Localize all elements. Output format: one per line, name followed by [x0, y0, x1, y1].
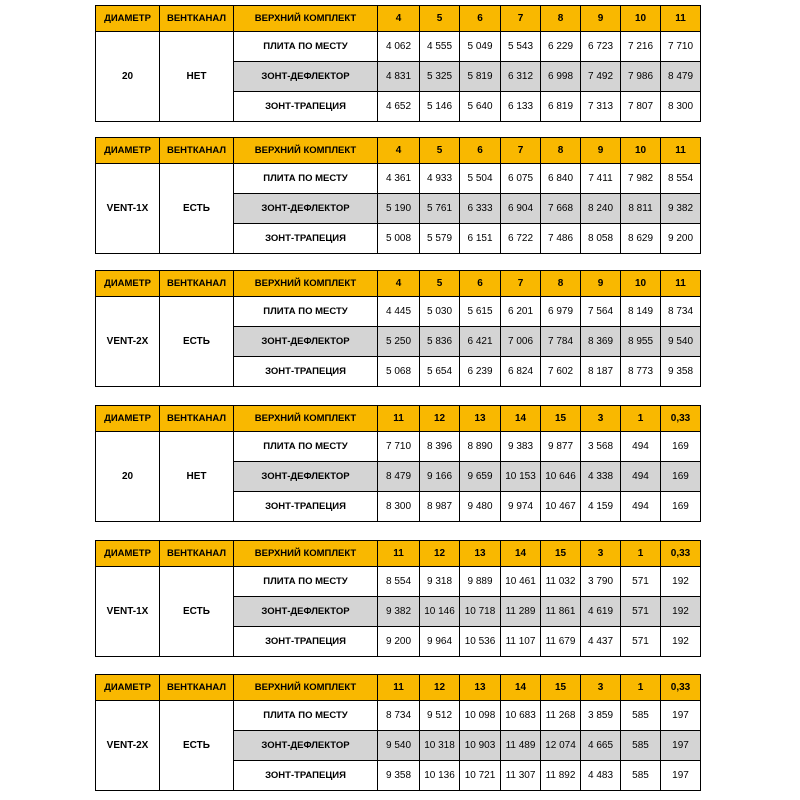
price-cell: 571 — [621, 627, 661, 657]
price-cell: 4 652 — [378, 92, 420, 122]
header-height: 11 — [378, 406, 420, 432]
price-cell: 5 640 — [460, 92, 501, 122]
price-cell: 197 — [661, 731, 701, 761]
price-cell: 192 — [661, 627, 701, 657]
header-height: 6 — [460, 138, 501, 164]
header-height: 14 — [501, 675, 541, 701]
header-ventkanal: ВЕНТКАНАЛ — [160, 406, 234, 432]
top-kit-cell: ЗОНТ-ДЕФЛЕКТОР — [234, 327, 378, 357]
price-cell: 8 369 — [581, 327, 621, 357]
price-cell: 4 437 — [581, 627, 621, 657]
price-cell: 11 892 — [541, 761, 581, 791]
price-cell: 11 489 — [501, 731, 541, 761]
header-height: 1 — [621, 675, 661, 701]
top-kit-cell: ЗОНТ-ТРАПЕЦИЯ — [234, 627, 378, 657]
diameter-cell: 20 — [96, 32, 160, 122]
price-cell: 10 461 — [501, 567, 541, 597]
header-height: 15 — [541, 675, 581, 701]
header-ventkanal: ВЕНТКАНАЛ — [160, 541, 234, 567]
price-cell: 7 313 — [581, 92, 621, 122]
price-cell: 494 — [621, 432, 661, 462]
price-cell: 494 — [621, 492, 661, 522]
price-cell: 6 239 — [460, 357, 501, 387]
price-table — [95, 270, 701, 387]
header-height: 1 — [621, 541, 661, 567]
price-cell: 8 629 — [621, 224, 661, 254]
header-height: 10 — [621, 138, 661, 164]
price-cell: 3 568 — [581, 432, 621, 462]
price-cell: 10 646 — [541, 462, 581, 492]
price-cell: 11 861 — [541, 597, 581, 627]
price-cell: 10 683 — [501, 701, 541, 731]
price-cell: 11 107 — [501, 627, 541, 657]
price-cell: 11 268 — [541, 701, 581, 731]
table-row — [96, 297, 701, 327]
price-cell: 4 483 — [581, 761, 621, 791]
price-cell: 585 — [621, 701, 661, 731]
price-cell: 9 480 — [460, 492, 501, 522]
price-cell: 9 540 — [378, 731, 420, 761]
price-cell: 192 — [661, 567, 701, 597]
header-ventkanal: ВЕНТКАНАЛ — [160, 138, 234, 164]
price-cell: 8 734 — [661, 297, 701, 327]
price-cell: 6 840 — [541, 164, 581, 194]
price-cell: 8 479 — [378, 462, 420, 492]
price-cell: 8 396 — [420, 432, 460, 462]
price-cell: 7 006 — [501, 327, 541, 357]
header-height: 12 — [420, 406, 460, 432]
top-kit-cell: ПЛИТА ПО МЕСТУ — [234, 432, 378, 462]
price-cell: 9 889 — [460, 567, 501, 597]
price-cell: 4 831 — [378, 62, 420, 92]
header-height: 6 — [460, 6, 501, 32]
header-top-kit: ВЕРХНИЙ КОМПЛЕКТ — [234, 271, 378, 297]
price-cell: 9 200 — [661, 224, 701, 254]
header-height: 12 — [420, 541, 460, 567]
price-cell: 5 654 — [420, 357, 460, 387]
price-cell: 8 479 — [661, 62, 701, 92]
price-cell: 11 032 — [541, 567, 581, 597]
price-cell: 9 383 — [501, 432, 541, 462]
header-height: 0,33 — [661, 675, 701, 701]
header-top-kit: ВЕРХНИЙ КОМПЛЕКТ — [234, 6, 378, 32]
price-cell: 10 721 — [460, 761, 501, 791]
top-kit-cell: ЗОНТ-ТРАПЕЦИЯ — [234, 761, 378, 791]
header-height: 5 — [420, 6, 460, 32]
price-cell: 9 659 — [460, 462, 501, 492]
header-height: 0,33 — [661, 406, 701, 432]
price-cell: 4 445 — [378, 297, 420, 327]
top-kit-cell: ЗОНТ-ТРАПЕЦИЯ — [234, 224, 378, 254]
price-cell: 7 564 — [581, 297, 621, 327]
price-cell: 9 358 — [661, 357, 701, 387]
header-diameter: ДИАМЕТР — [96, 541, 160, 567]
price-cell: 7 486 — [541, 224, 581, 254]
header-height: 6 — [460, 271, 501, 297]
price-table — [95, 540, 701, 657]
price-cell: 5 579 — [420, 224, 460, 254]
price-cell: 8 300 — [378, 492, 420, 522]
top-kit-cell: ПЛИТА ПО МЕСТУ — [234, 297, 378, 327]
price-cell: 6 333 — [460, 194, 501, 224]
price-cell: 6 312 — [501, 62, 541, 92]
price-cell: 12 074 — [541, 731, 581, 761]
table-header-row — [96, 675, 701, 701]
price-cell: 10 467 — [541, 492, 581, 522]
price-cell: 4 555 — [420, 32, 460, 62]
header-ventkanal: ВЕНТКАНАЛ — [160, 271, 234, 297]
header-height: 3 — [581, 406, 621, 432]
price-cell: 4 159 — [581, 492, 621, 522]
header-height: 1 — [621, 406, 661, 432]
price-cell: 3 859 — [581, 701, 621, 731]
price-cell: 8 187 — [581, 357, 621, 387]
header-height: 13 — [460, 675, 501, 701]
price-cell: 8 554 — [661, 164, 701, 194]
header-ventkanal: ВЕНТКАНАЛ — [160, 675, 234, 701]
price-cell: 6 979 — [541, 297, 581, 327]
header-height: 3 — [581, 675, 621, 701]
table-header-row — [96, 271, 701, 297]
ventkanal-cell: НЕТ — [160, 32, 234, 122]
price-cell: 9 964 — [420, 627, 460, 657]
diameter-cell: VENT-1X — [96, 164, 160, 254]
price-cell: 5 250 — [378, 327, 420, 357]
header-height: 7 — [501, 6, 541, 32]
price-cell: 4 665 — [581, 731, 621, 761]
price-cell: 10 153 — [501, 462, 541, 492]
price-cell: 3 790 — [581, 567, 621, 597]
price-table — [95, 137, 701, 254]
price-cell: 5 761 — [420, 194, 460, 224]
price-cell: 7 668 — [541, 194, 581, 224]
price-cell: 169 — [661, 432, 701, 462]
price-cell: 8 058 — [581, 224, 621, 254]
price-cell: 9 512 — [420, 701, 460, 731]
table-header-row — [96, 138, 701, 164]
header-height: 11 — [378, 675, 420, 701]
header-diameter: ДИАМЕТР — [96, 271, 160, 297]
table-row — [96, 32, 701, 62]
price-cell: 7 807 — [621, 92, 661, 122]
header-height: 11 — [378, 541, 420, 567]
header-top-kit: ВЕРХНИЙ КОМПЛЕКТ — [234, 138, 378, 164]
price-cell: 6 824 — [501, 357, 541, 387]
header-top-kit: ВЕРХНИЙ КОМПЛЕКТ — [234, 406, 378, 432]
price-cell: 6 722 — [501, 224, 541, 254]
header-height: 13 — [460, 541, 501, 567]
price-cell: 6 819 — [541, 92, 581, 122]
header-height: 13 — [460, 406, 501, 432]
header-height: 15 — [541, 406, 581, 432]
price-cell: 5 615 — [460, 297, 501, 327]
price-cell: 8 554 — [378, 567, 420, 597]
price-cell: 8 773 — [621, 357, 661, 387]
price-cell: 9 540 — [661, 327, 701, 357]
price-cell: 7 602 — [541, 357, 581, 387]
header-height: 11 — [661, 6, 701, 32]
price-cell: 9 974 — [501, 492, 541, 522]
header-diameter: ДИАМЕТР — [96, 675, 160, 701]
price-cell: 4 062 — [378, 32, 420, 62]
price-cell: 5 008 — [378, 224, 420, 254]
price-cell: 6 075 — [501, 164, 541, 194]
price-cell: 585 — [621, 761, 661, 791]
top-kit-cell: ЗОНТ-ДЕФЛЕКТОР — [234, 731, 378, 761]
price-cell: 169 — [661, 462, 701, 492]
table-header-row — [96, 406, 701, 432]
price-cell: 5 190 — [378, 194, 420, 224]
price-cell: 197 — [661, 701, 701, 731]
price-cell: 10 146 — [420, 597, 460, 627]
price-cell: 4 361 — [378, 164, 420, 194]
top-kit-cell: ПЛИТА ПО МЕСТУ — [234, 567, 378, 597]
price-cell: 4 338 — [581, 462, 621, 492]
price-cell: 10 903 — [460, 731, 501, 761]
price-cell: 11 289 — [501, 597, 541, 627]
header-height: 9 — [581, 138, 621, 164]
header-height: 4 — [378, 138, 420, 164]
price-cell: 6 201 — [501, 297, 541, 327]
price-cell: 5 068 — [378, 357, 420, 387]
header-height: 9 — [581, 271, 621, 297]
header-height: 8 — [541, 271, 581, 297]
ventkanal-cell: ЕСТЬ — [160, 701, 234, 791]
table-header-row — [96, 541, 701, 567]
header-height: 11 — [661, 271, 701, 297]
price-cell: 5 030 — [420, 297, 460, 327]
price-cell: 4 933 — [420, 164, 460, 194]
price-cell: 8 890 — [460, 432, 501, 462]
header-height: 5 — [420, 271, 460, 297]
price-cell: 192 — [661, 597, 701, 627]
price-cell: 5 049 — [460, 32, 501, 62]
price-cell: 9 166 — [420, 462, 460, 492]
header-height: 3 — [581, 541, 621, 567]
price-cell: 8 734 — [378, 701, 420, 731]
price-cell: 7 710 — [378, 432, 420, 462]
price-cell: 10 536 — [460, 627, 501, 657]
price-cell: 9 382 — [661, 194, 701, 224]
top-kit-cell: ЗОНТ-ДЕФЛЕКТОР — [234, 62, 378, 92]
price-cell: 7 982 — [621, 164, 661, 194]
header-height: 4 — [378, 6, 420, 32]
header-height: 7 — [501, 138, 541, 164]
table-row — [96, 701, 701, 731]
price-cell: 8 240 — [581, 194, 621, 224]
price-cell: 7 411 — [581, 164, 621, 194]
header-height: 8 — [541, 6, 581, 32]
top-kit-cell: ПЛИТА ПО МЕСТУ — [234, 164, 378, 194]
price-cell: 494 — [621, 462, 661, 492]
diameter-cell: 20 — [96, 432, 160, 522]
ventkanal-cell: ЕСТЬ — [160, 567, 234, 657]
price-cell: 11 679 — [541, 627, 581, 657]
header-height: 5 — [420, 138, 460, 164]
header-height: 12 — [420, 675, 460, 701]
header-diameter: ДИАМЕТР — [96, 6, 160, 32]
price-cell: 6 998 — [541, 62, 581, 92]
price-cell: 197 — [661, 761, 701, 791]
price-cell: 11 307 — [501, 761, 541, 791]
ventkanal-cell: ЕСТЬ — [160, 164, 234, 254]
price-cell: 9 382 — [378, 597, 420, 627]
price-cell: 571 — [621, 597, 661, 627]
diameter-cell: VENT-2X — [96, 297, 160, 387]
header-height: 11 — [661, 138, 701, 164]
header-height: 4 — [378, 271, 420, 297]
price-cell: 6 421 — [460, 327, 501, 357]
price-cell: 10 318 — [420, 731, 460, 761]
price-cell: 6 133 — [501, 92, 541, 122]
diameter-cell: VENT-1X — [96, 567, 160, 657]
top-kit-cell: ЗОНТ-ТРАПЕЦИЯ — [234, 357, 378, 387]
price-cell: 8 987 — [420, 492, 460, 522]
header-height: 0,33 — [661, 541, 701, 567]
header-top-kit: ВЕРХНИЙ КОМПЛЕКТ — [234, 541, 378, 567]
price-cell: 169 — [661, 492, 701, 522]
diameter-cell: VENT-2X — [96, 701, 160, 791]
price-cell: 10 136 — [420, 761, 460, 791]
price-cell: 571 — [621, 567, 661, 597]
price-cell: 7 986 — [621, 62, 661, 92]
header-height: 15 — [541, 541, 581, 567]
top-kit-cell: ЗОНТ-ТРАПЕЦИЯ — [234, 92, 378, 122]
price-cell: 5 325 — [420, 62, 460, 92]
price-cell: 5 146 — [420, 92, 460, 122]
price-cell: 585 — [621, 731, 661, 761]
price-cell: 10 098 — [460, 701, 501, 731]
top-kit-cell: ЗОНТ-ДЕФЛЕКТОР — [234, 462, 378, 492]
price-cell: 9 318 — [420, 567, 460, 597]
price-table — [95, 674, 701, 791]
price-table — [95, 405, 701, 522]
header-height: 10 — [621, 6, 661, 32]
price-cell: 7 784 — [541, 327, 581, 357]
price-cell: 6 904 — [501, 194, 541, 224]
top-kit-cell: ЗОНТ-ТРАПЕЦИЯ — [234, 492, 378, 522]
price-cell: 10 718 — [460, 597, 501, 627]
price-cell: 9 358 — [378, 761, 420, 791]
ventkanal-cell: ЕСТЬ — [160, 297, 234, 387]
table-header-row — [96, 6, 701, 32]
price-cell: 5 543 — [501, 32, 541, 62]
top-kit-cell: ПЛИТА ПО МЕСТУ — [234, 32, 378, 62]
top-kit-cell: ЗОНТ-ДЕФЛЕКТОР — [234, 194, 378, 224]
price-cell: 5 836 — [420, 327, 460, 357]
price-cell: 8 149 — [621, 297, 661, 327]
header-height: 14 — [501, 541, 541, 567]
header-height: 14 — [501, 406, 541, 432]
price-cell: 7 492 — [581, 62, 621, 92]
header-diameter: ДИАМЕТР — [96, 406, 160, 432]
header-height: 8 — [541, 138, 581, 164]
header-height: 7 — [501, 271, 541, 297]
header-height: 10 — [621, 271, 661, 297]
header-top-kit: ВЕРХНИЙ КОМПЛЕКТ — [234, 675, 378, 701]
price-cell: 5 819 — [460, 62, 501, 92]
price-cell: 8 811 — [621, 194, 661, 224]
price-cell: 9 877 — [541, 432, 581, 462]
header-ventkanal: ВЕНТКАНАЛ — [160, 6, 234, 32]
price-cell: 6 723 — [581, 32, 621, 62]
header-height: 9 — [581, 6, 621, 32]
price-cell: 9 200 — [378, 627, 420, 657]
price-cell: 5 504 — [460, 164, 501, 194]
price-cell: 8 955 — [621, 327, 661, 357]
header-diameter: ДИАМЕТР — [96, 138, 160, 164]
price-cell: 7 216 — [621, 32, 661, 62]
price-cell: 6 229 — [541, 32, 581, 62]
price-cell: 4 619 — [581, 597, 621, 627]
price-table — [95, 5, 701, 122]
ventkanal-cell: НЕТ — [160, 432, 234, 522]
price-cell: 6 151 — [460, 224, 501, 254]
table-row — [96, 432, 701, 462]
top-kit-cell: ПЛИТА ПО МЕСТУ — [234, 701, 378, 731]
table-row — [96, 164, 701, 194]
price-cell: 7 710 — [661, 32, 701, 62]
price-cell: 8 300 — [661, 92, 701, 122]
table-row — [96, 567, 701, 597]
top-kit-cell: ЗОНТ-ДЕФЛЕКТОР — [234, 597, 378, 627]
